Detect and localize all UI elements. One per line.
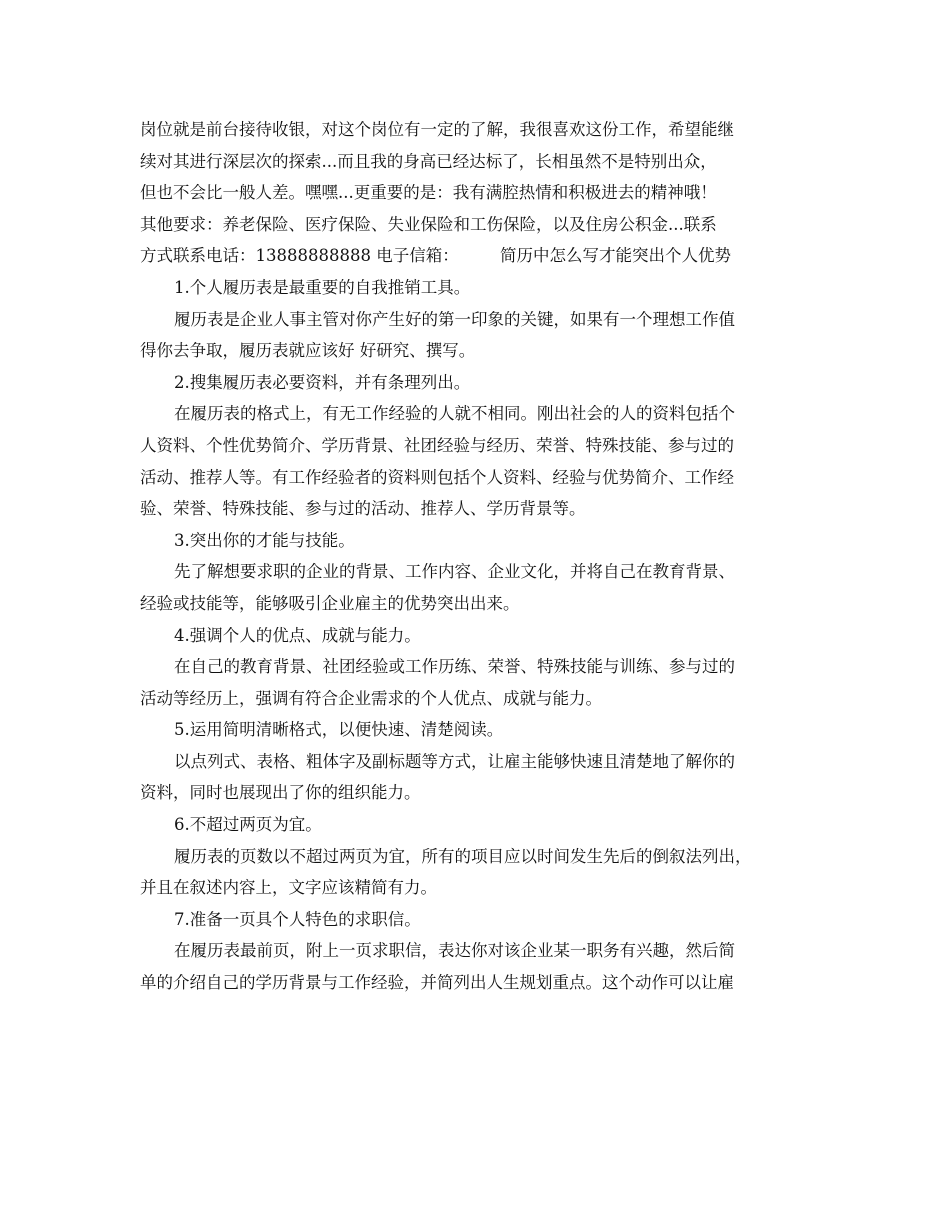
- text-line: 活动、推荐人等。有工作经验者的资料则包括个人资料、经验与优势简介、工作经: [140, 467, 734, 487]
- text-line: 4.强调个人的优点、成就与能力。: [174, 625, 421, 645]
- text-line: 活动等经历上，强调有符合企业需求的个人优点、成就与能力。: [140, 688, 602, 708]
- text-line: 在履历表最前页，附上一页求职信，表达你对该企业某一职务有兴趣，然后简: [174, 941, 735, 961]
- text-line: 履历表是企业人事主管对你产生好的第一印象的关键，如果有一个理想工作值: [174, 309, 735, 329]
- text-line: 7.准备一页具个人特色的求职信。: [174, 909, 421, 929]
- text-line: 续对其进行深层次的探索...而且我的身高已经达标了，长相虽然不是特别出众，: [140, 151, 717, 171]
- text-line: 其他要求：养老保险、医疗保险、失业保险和工伤保险，以及住房公积金...联系: [140, 214, 717, 234]
- text-line: 人资料、个性优势简介、学历背景、社团经验与经历、荣誉、特殊技能、参与过的: [140, 435, 734, 455]
- text-line: 履历表的页数以不超过两页为宜，所有的项目应以时间发生先后的倒叙法列出，: [174, 846, 752, 866]
- text-line: 但也不会比一般人差。嘿嘿...更重要的是：我有满腔热情和积极进去的精神哦！: [140, 183, 717, 203]
- text-line: 并且在叙述内容上，文字应该精简有力。: [140, 878, 437, 898]
- text-line: 在履历表的格式上，有无工作经验的人就不相同。刚出社会的人的资料包括个: [174, 404, 735, 424]
- text-line: 方式联系电话：13888888888 电子信箱： 简历中怎么写才能突出个人优势: [140, 246, 731, 266]
- text-line: 3.突出你的才能与技能。: [174, 530, 355, 550]
- text-line: 2.搜集履历表必要资料，并有条理列出。: [174, 372, 471, 392]
- text-line: 得你去争取，履历表就应该好 好研究、撰写。: [140, 341, 476, 361]
- text-line: 先了解想要求职的企业的背景、工作内容、企业文化，并将自己在教育背景、: [174, 562, 735, 582]
- text-line: 5.运用简明清晰格式，以便快速、清楚阅读。: [174, 720, 504, 740]
- document-body: [140, 114, 840, 999]
- text-line: 6.不超过两页为宜。: [174, 815, 322, 835]
- text-line: 验、荣誉、特殊技能、参与过的活动、推荐人、学历背景等。: [140, 499, 586, 519]
- text-line: 以点列式、表格、粗体字及副标题等方式，让雇主能够快速且清楚地了解你的: [174, 751, 735, 771]
- text-line: 资料，同时也展现出了你的组织能力。: [140, 783, 421, 803]
- text-line: 经验或技能等，能够吸引企业雇主的优势突出出来。: [140, 593, 520, 613]
- text-line: 岗位就是前台接待收银，对这个岗位有一定的了解，我很喜欢这份工作，希望能继: [140, 120, 734, 139]
- text-line: 1.个人履历表是最重要的自我推销工具。: [174, 277, 471, 297]
- text-line: 在自己的教育背景、社团经验或工作历练、荣誉、特殊技能与训练、参与过的: [174, 657, 735, 677]
- text-line: 单的介绍自己的学历背景与工作经验，并简列出人生规划重点。这个动作可以让雇: [140, 973, 734, 993]
